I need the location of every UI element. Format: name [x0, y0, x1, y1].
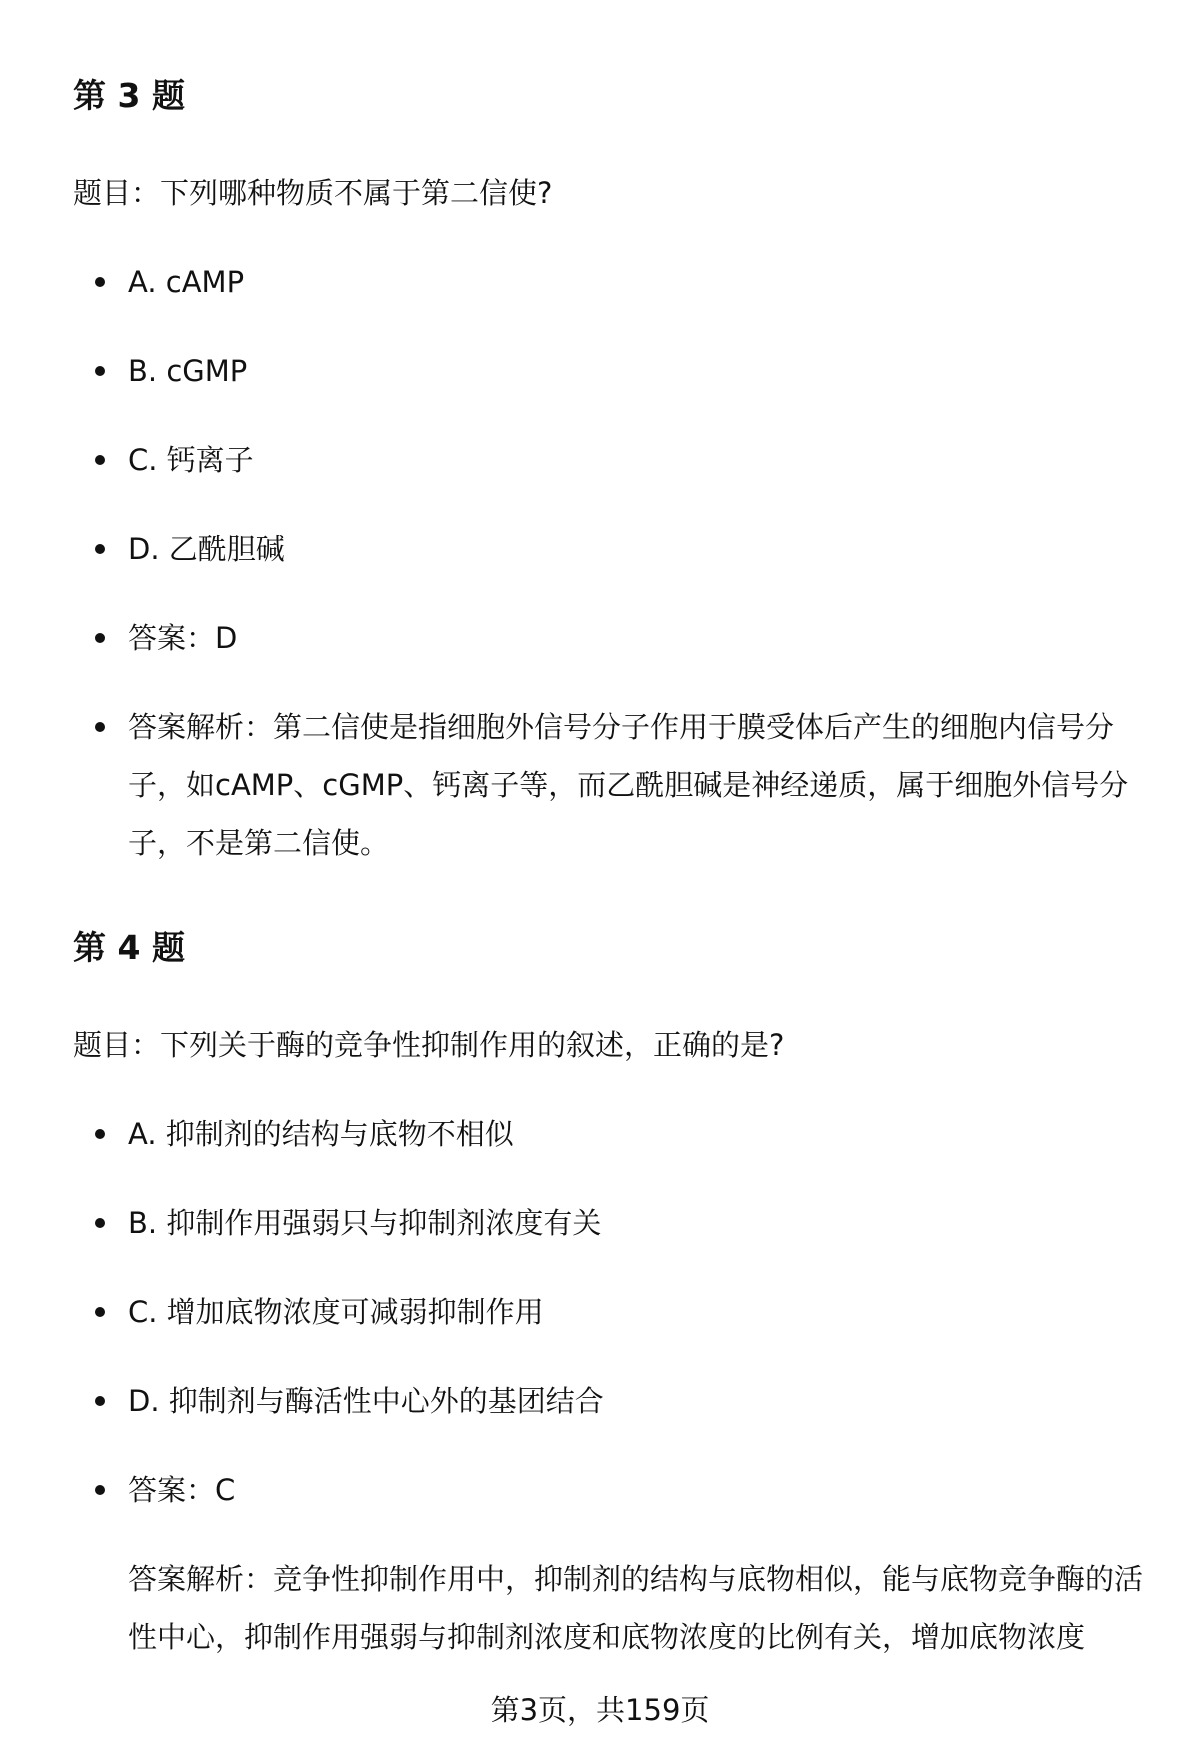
question-3-option-d [128, 520, 1148, 578]
bullet-icon [95, 455, 105, 465]
option-text: D. 乙酰胆碱 [128, 532, 285, 566]
option-text: D. 抑制剂与酶活性中心外的基团结合 [128, 1384, 604, 1418]
question-4-option-a [128, 1105, 1148, 1163]
option-text: A. cAMP [128, 265, 245, 299]
answer-text: 答案：C [128, 1473, 236, 1507]
option-text: B. 抑制作用强弱只与抑制剂浓度有关 [128, 1206, 602, 1240]
question-3-title: 第 3 题 [73, 76, 185, 115]
bullet-icon [95, 366, 105, 376]
bullet-icon [95, 1129, 105, 1139]
question-3-stem: 题目：下列哪种物质不属于第二信使? [73, 176, 553, 210]
question-4-title: 第 4 题 [73, 928, 185, 967]
bullet-icon [95, 722, 105, 732]
bullet-icon [95, 1396, 105, 1406]
option-text: C. 增加底物浓度可减弱抑制作用 [128, 1295, 544, 1329]
bullet-icon [95, 1485, 105, 1495]
option-text: B. cGMP [128, 354, 248, 388]
explanation-text: 答案解析：竞争性抑制作用中，抑制剂的结构与底物相似，能与底物竞争酶的活性中心，抑制作用强弱与抑制剂浓度和底物浓度的比例有关，增加底物浓度 [128, 1562, 1144, 1654]
question-4-explanation [128, 1550, 1148, 1666]
question-4-option-b [128, 1194, 1148, 1252]
page-number-footer: 第3页，共159页 [490, 1693, 710, 1727]
question-3-explanation [128, 698, 1148, 872]
explanation-text: 答案解析：第二信使是指细胞外信号分子作用于膜受体后产生的细胞内信号分子，如cAMP、cGMP、钙离子等，而乙酰胆碱是神经递质，属于细胞外信号分子，不是第二信使。 [128, 710, 1129, 860]
bullet-icon [95, 1307, 105, 1317]
question-3-option-c [128, 431, 1148, 489]
question-3-option-b [128, 342, 1148, 400]
option-text: C. 钙离子 [128, 443, 254, 477]
answer-text: 答案：D [128, 621, 238, 655]
bullet-icon [95, 544, 105, 554]
question-3-option-a [128, 253, 1148, 311]
bullet-icon [95, 277, 105, 287]
question-4-option-c [128, 1283, 1148, 1341]
bullet-icon [95, 1218, 105, 1228]
question-4-answer [128, 1461, 1148, 1519]
question-4-stem: 题目：下列关于酶的竞争性抑制作用的叙述，正确的是? [73, 1028, 785, 1062]
bullet-icon [95, 633, 105, 643]
option-text: A. 抑制剂的结构与底物不相似 [128, 1117, 514, 1151]
question-4-option-d [128, 1372, 1148, 1430]
question-3-answer [128, 609, 1148, 667]
